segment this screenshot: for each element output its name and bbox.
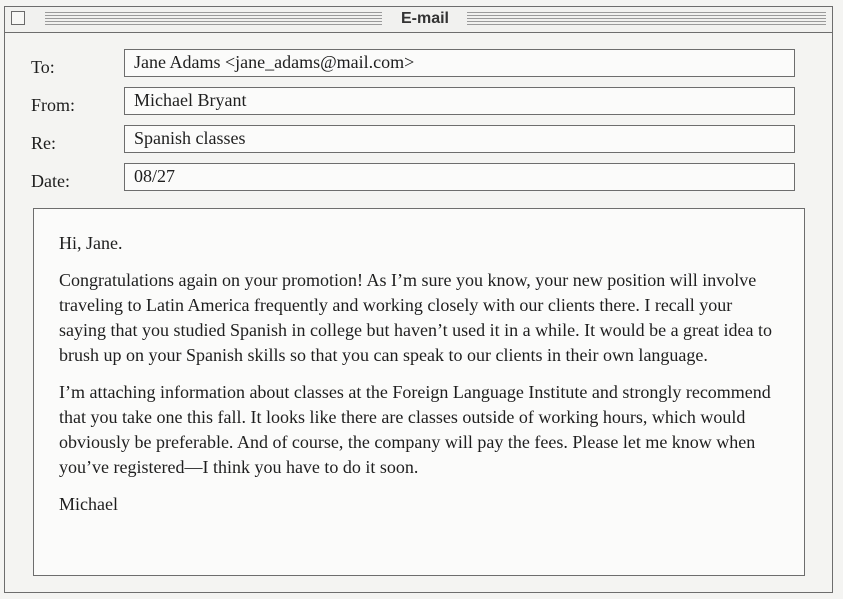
window-title: E-mail <box>400 10 449 27</box>
email-window <box>4 6 833 593</box>
date-label: Date: <box>31 171 70 191</box>
from-label: From: <box>31 95 76 115</box>
subject-field[interactable]: Spanish classes <box>124 125 795 153</box>
close-box-icon[interactable] <box>11 11 25 25</box>
title-bar-stripes-right <box>467 12 826 26</box>
date-field[interactable]: 08/27 <box>124 163 795 191</box>
title-bar[interactable] <box>5 7 832 33</box>
to-label: To: <box>31 57 55 77</box>
message-paragraph-2: I’m attaching information about classes at the Foreign Language Institute and strongly recommend that you take one this fall. It looks like there are classes outside of working hours, which would obviously be preferable. And of course, the company will pay the fees. Please let me know when you’ve registered—I think you have to do it soon. <box>59 382 771 477</box>
title-bar-stripes-left <box>45 12 382 26</box>
message-body[interactable] <box>33 208 805 576</box>
message-paragraph-1: Congratulations again on your promotion! As I’m sure you know, your new position will involve traveling to Latin America frequently and working closely with our clients there. I recall your saying that you studied Spanish in college but haven’t used it in a while. It would be a great idea to brush up on your Spanish skills so that you can speak to our clients in their own language. <box>59 270 773 365</box>
to-field[interactable]: Jane Adams <jane_adams@mail.com> <box>124 49 795 77</box>
re-label: Re: <box>31 133 56 153</box>
message-signature: Michael <box>59 494 118 514</box>
from-field[interactable]: Michael Bryant <box>124 87 795 115</box>
message-greeting: Hi, Jane. <box>59 233 123 253</box>
